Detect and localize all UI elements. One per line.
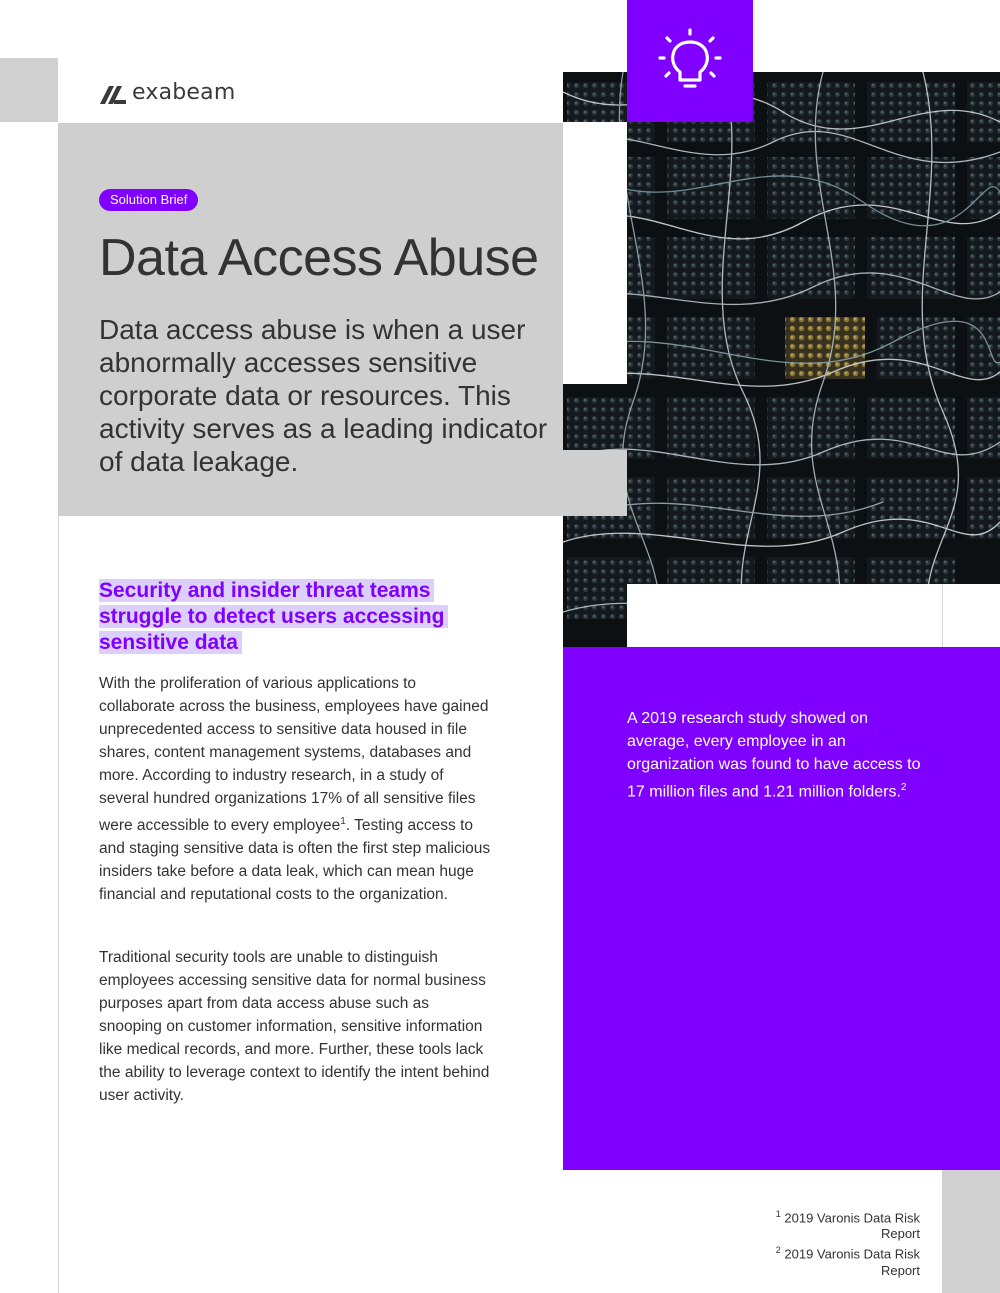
hero-photo-cables bbox=[563, 72, 1000, 647]
body-paragraph bbox=[99, 672, 494, 906]
divider-line bbox=[942, 584, 943, 647]
footnotes bbox=[736, 1206, 920, 1279]
footnote-number: 2 bbox=[775, 1245, 781, 1256]
layout-cutout bbox=[627, 584, 1000, 647]
section-heading-line: sensitive data bbox=[99, 631, 242, 654]
footnote-ref: 1 bbox=[340, 816, 346, 827]
logo-wordmark: exabeam bbox=[132, 80, 236, 105]
layout-cutout bbox=[563, 122, 627, 384]
body-text: With the proliferation of various applications to collaborate across the business, employees have gained unprecedented access to sensitive data housed in file shares, content management systems, databases and more. According to industry research, in a study of several hundred organizations 17% of all sensitive files were accessible to every employee bbox=[99, 675, 489, 835]
lightbulb-icon bbox=[658, 28, 722, 94]
stat-callout-text bbox=[627, 707, 927, 803]
footnote-ref: 2 bbox=[900, 782, 907, 793]
footnote-text: 2019 Varonis Data Risk Report bbox=[784, 1246, 920, 1278]
exabeam-logo-mark-icon bbox=[100, 82, 126, 104]
footnote-number: 1 bbox=[775, 1209, 781, 1219]
decorative-grey-tab bbox=[942, 1170, 1000, 1293]
footnote-item bbox=[736, 1206, 920, 1242]
cables-illustration bbox=[563, 72, 1000, 647]
section-heading-line: struggle to detect users accessing bbox=[99, 605, 448, 628]
divider-line bbox=[58, 516, 59, 1293]
decorative-grey-tab bbox=[0, 58, 58, 122]
body-text: . Testing access to and staging sensitive data is often the first step malicious insiders take before a data leak, which can mean huge financial and reputational costs to the organization. bbox=[99, 817, 491, 904]
footnote-text: 2019 Varonis Data Risk Report bbox=[784, 1210, 920, 1242]
stat-callout-body: A 2019 research study showed on average, every employee in an organization was found to have access to 17 million files and 1.21 million folders. bbox=[627, 710, 921, 801]
hero-subtitle: Data access abuse is when a user abnormally accesses sensitive corporate data or resources. This activity serves as a leading indicator of data leakage. bbox=[99, 314, 548, 477]
lightbulb-icon-box bbox=[627, 0, 753, 122]
footnote-item bbox=[736, 1242, 920, 1278]
section-heading bbox=[99, 578, 489, 656]
section-heading-line: Security and insider threat teams bbox=[99, 579, 434, 602]
exabeam-logo bbox=[100, 80, 235, 105]
body-paragraph: Traditional security tools are unable to distinguish employees accessing sensitive data for normal business purposes apart from data access abuse such as snooping on customer information, sensitive information like medical records, and more. Further, these tools lack the ability to leverage context to identify the intent behind user activity. bbox=[99, 949, 490, 1104]
layout-cutout bbox=[563, 450, 627, 516]
page-title: Data Access Abuse bbox=[99, 229, 539, 287]
solution-brief-badge: Solution Brief bbox=[99, 189, 198, 211]
